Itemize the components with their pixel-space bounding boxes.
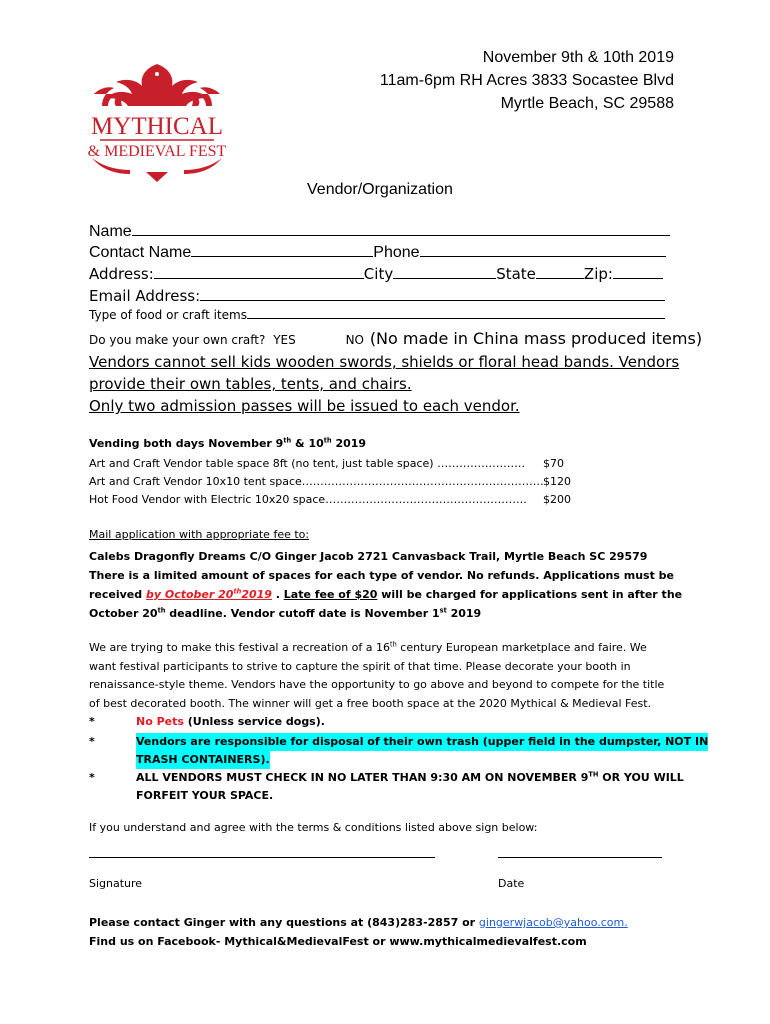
event-hours-address: 11am-6pm RH Acres 3833 Socastee Blvd xyxy=(379,72,674,89)
deadline-line: October 20th deadline. Vendor cutoff date is November 1st 2019 xyxy=(89,606,482,620)
city-field[interactable] xyxy=(393,262,496,279)
contact-row xyxy=(89,240,666,262)
address-label: Address: xyxy=(89,265,154,283)
signature-label: Signature xyxy=(89,877,143,890)
event-dates: November 9th & 10th 2019 xyxy=(482,49,674,66)
received-by-line: received by October 20th2019 . Late fee of $20 will be charged for applications sent in after the xyxy=(89,587,683,601)
own-craft-note: (No made in China mass produced items) xyxy=(369,329,703,348)
contact-text: Please contact Ginger with any questions at (843)283-2857 or xyxy=(89,916,479,929)
zip-label: Zip: xyxy=(583,265,613,283)
logo-line2: & MEDIEVAL FEST xyxy=(87,143,227,160)
price-item-price: $70 xyxy=(543,457,564,470)
phone-field[interactable] xyxy=(420,240,666,257)
pricing-heading: Vending both days November 9th & 10th 2019 xyxy=(89,436,367,450)
phone-label: Phone xyxy=(373,244,420,261)
mail-block xyxy=(89,547,682,623)
pricing-prices xyxy=(543,455,571,509)
price-item-desc: Art and Craft Vendor table space 8ft (no tent, just table space) …………………… xyxy=(89,457,526,470)
logo-line1: MYTHICAL xyxy=(91,113,223,140)
yes-option[interactable]: YES xyxy=(273,333,296,347)
dragon-icon xyxy=(86,60,228,184)
event-header xyxy=(380,46,674,115)
notice-line3: Only two admission passes will be issued to each vendor. xyxy=(89,397,520,415)
own-craft-row xyxy=(89,329,702,348)
email-row xyxy=(89,284,665,305)
type-field[interactable] xyxy=(247,305,665,319)
email-label: Email Address: xyxy=(89,287,201,305)
vendor-notices xyxy=(89,351,679,417)
mail-address: Calebs Dragonfly Dreams C/O Ginger Jacob 2721 Canvasback Trail, Myrtle Beach SC 29579 xyxy=(89,550,648,563)
price-item-desc: Art and Craft Vendor 10x10 tent space………………………………………………………… xyxy=(89,475,544,488)
state-label: State xyxy=(496,265,536,283)
price-item-desc: Hot Food Vendor with Electric 10x20 space………………………………………………. xyxy=(89,493,527,506)
form-heading: Vendor/Organization xyxy=(307,181,453,198)
type-row xyxy=(89,305,665,322)
type-label: Type of food or craft items xyxy=(89,308,247,322)
date-line[interactable] xyxy=(498,857,662,858)
state-field[interactable] xyxy=(536,262,584,279)
notice-line1: Vendors cannot sell kids wooden swords, shields or floral head bands. Vendors xyxy=(89,353,680,371)
price-item-price: $200 xyxy=(543,493,571,506)
no-option[interactable]: NO xyxy=(345,333,364,347)
event-city-state: Myrtle Beach, SC 29588 xyxy=(500,95,674,112)
date-label: Date xyxy=(498,877,525,890)
zip-field[interactable] xyxy=(613,262,663,279)
pricing-list xyxy=(89,455,544,509)
facebook-line: Find us on Facebook- Mythical&MedievalFest or www.mythicalmedievalfest.com xyxy=(89,935,587,948)
email-field[interactable] xyxy=(200,284,665,301)
email-link[interactable]: gingerwjacob@yahoo.com. xyxy=(478,916,628,929)
limited-spaces: There is a limited amount of spaces for each type of vendor. No refunds. Applications must be xyxy=(89,569,675,582)
city-label: City xyxy=(363,265,394,283)
name-field[interactable] xyxy=(132,219,670,236)
agreement-text: If you understand and agree with the terms & conditions listed above sign below: xyxy=(89,821,538,834)
signature-line[interactable] xyxy=(89,857,435,858)
contact-block xyxy=(89,913,628,951)
mythical-medieval-fest-logo xyxy=(86,60,228,184)
contact-name-label: Contact Name xyxy=(89,244,192,261)
mail-label: Mail application with appropriate fee to: xyxy=(89,528,310,541)
own-craft-question: Do you make your own craft? xyxy=(89,333,266,347)
price-item-price: $120 xyxy=(543,475,571,488)
deadline-date: by October 20th2019 xyxy=(145,587,272,601)
late-fee: Late fee of $20 xyxy=(283,588,378,601)
address-row xyxy=(89,262,663,283)
name-row xyxy=(89,219,670,241)
contact-name-field[interactable] xyxy=(191,240,373,257)
theme-paragraph: We are trying to make this festival a recreation of a 16th century European marketplace and faire. We want festival participants to strive to capture the spirit of that time. Please decorate your booth in renaissance-style theme. Vendors have the opportunity to go above and beyond to compete for the title of best decorated booth. The winner will get a free booth space at the 2020 Mythical & Medieval Fest. xyxy=(89,640,665,710)
notice-line2: provide their own tables, tents, and chairs. xyxy=(89,375,412,393)
address-field[interactable] xyxy=(154,262,364,279)
name-label: Name xyxy=(89,223,132,240)
